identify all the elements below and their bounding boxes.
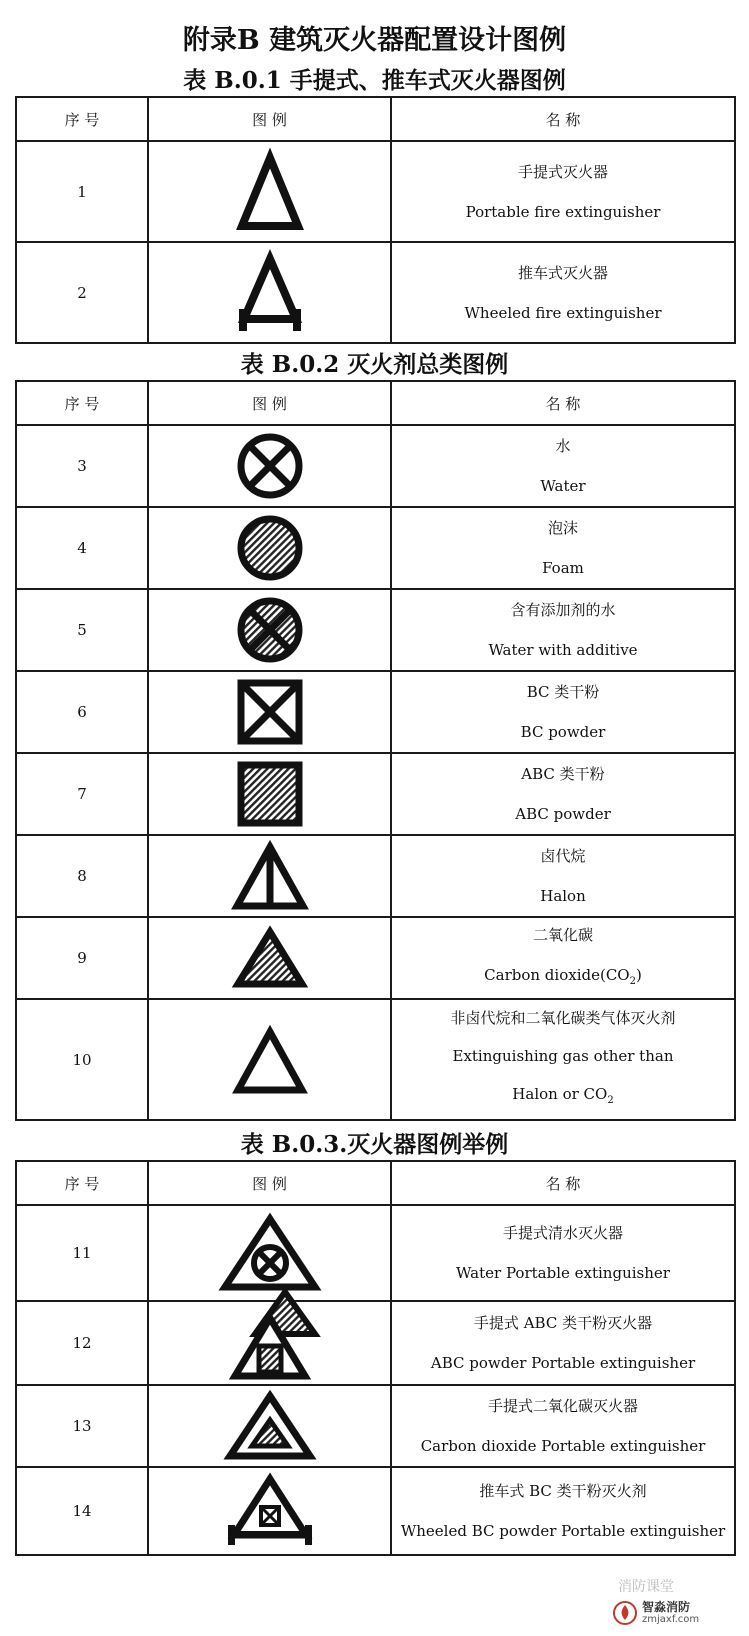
table-title-b01: 表 B.0.1 手提式、推车式灭火器图例	[183, 67, 566, 94]
row-number: 6	[16, 671, 148, 753]
name-cell	[391, 1467, 735, 1555]
row-number: 7	[16, 753, 148, 835]
watermark-url: zmjaxf.com	[642, 1614, 700, 1625]
name-cn: 卤代烷	[540, 847, 586, 865]
table-row	[16, 753, 735, 835]
water-symbol-icon	[234, 430, 306, 502]
symbol-cell	[148, 671, 391, 753]
halon-symbol-icon	[230, 840, 310, 912]
symbol-cell	[148, 1205, 391, 1301]
table-header-row	[16, 381, 735, 425]
row-number: 1	[16, 141, 148, 242]
name-cell	[391, 507, 735, 589]
name-en: ABC powder Portable extinguisher	[430, 1354, 696, 1372]
header-symbol: 图 例	[148, 97, 391, 141]
table-row	[16, 1385, 735, 1467]
name-cn: 手提式二氧化碳灭火器	[487, 1397, 638, 1415]
header-symbol: 图 例	[148, 1161, 391, 1205]
watermark-faded-text: 消防课堂	[618, 1579, 674, 1595]
name-cn: 手提式清水灭火器	[502, 1224, 623, 1242]
table-row	[16, 999, 735, 1120]
table-row	[16, 141, 735, 242]
table-header-row	[16, 97, 735, 141]
name-cell	[391, 999, 735, 1120]
watermark	[608, 1579, 738, 1634]
name-cell	[391, 141, 735, 242]
abc-powder-portable-extinguisher-symbol-icon	[215, 1306, 325, 1380]
table-b03	[15, 1160, 736, 1556]
table-row	[16, 1301, 735, 1385]
table-row	[16, 917, 735, 999]
foam-symbol-icon	[234, 512, 306, 584]
wheeled-extinguisher-symbol-icon	[235, 253, 305, 333]
table-row	[16, 671, 735, 753]
symbol-cell	[148, 1385, 391, 1467]
page-title: 附录B 建筑灭火器配置设计图例	[182, 25, 567, 56]
co2-portable-extinguisher-symbol-icon	[220, 1390, 320, 1462]
name-cell	[391, 242, 735, 343]
header-name: 名 称	[391, 97, 735, 141]
carbon-dioxide-symbol-icon	[230, 926, 310, 990]
name-cn: 手提式灭火器	[517, 162, 608, 181]
name-cn: 推车式灭火器	[517, 263, 608, 282]
abc-powder-symbol-icon	[234, 758, 306, 830]
symbol-cell	[148, 589, 391, 671]
table-row	[16, 1467, 735, 1555]
table-header-row	[16, 1161, 735, 1205]
name-cn: BC 类干粉	[526, 683, 600, 701]
name-en: Foam	[542, 559, 584, 577]
header-no: 序 号	[16, 97, 148, 141]
other-gas-symbol-icon	[230, 1024, 310, 1096]
name-cell	[391, 1301, 735, 1385]
symbol-cell	[148, 753, 391, 835]
table-row	[16, 507, 735, 589]
header-name: 名 称	[391, 1161, 735, 1205]
name-en: Portable fire extinguisher	[465, 202, 661, 221]
symbol-cell	[148, 1301, 391, 1385]
table-row	[16, 242, 735, 343]
symbol-cell	[148, 242, 391, 343]
row-number: 9	[16, 917, 148, 999]
name-en-line2: Halon or $CO_2$	[512, 1085, 614, 1106]
symbol-cell	[148, 507, 391, 589]
name-en: Water Portable extinguisher	[456, 1264, 670, 1282]
symbol-cell	[148, 141, 391, 242]
row-number: 5	[16, 589, 148, 671]
name-cell	[391, 835, 735, 917]
name-cn: 非卤代烷和二氧化碳类气体灭火剂	[450, 1009, 676, 1027]
table-b02	[15, 380, 736, 1121]
name-en: Extinguishing gas other than	[452, 1047, 674, 1065]
name-cell	[391, 671, 735, 753]
name-cell	[391, 753, 735, 835]
symbol-cell	[148, 835, 391, 917]
name-en: BC powder	[520, 723, 606, 741]
name-en: Water	[540, 477, 586, 495]
symbol-cell	[148, 425, 391, 507]
row-number: 14	[16, 1467, 148, 1555]
name-cell	[391, 425, 735, 507]
row-number: 2	[16, 242, 148, 343]
name-cell	[391, 1205, 735, 1301]
name-cell	[391, 589, 735, 671]
water-portable-extinguisher-symbol-icon	[215, 1213, 325, 1293]
header-no: 序 号	[16, 1161, 148, 1205]
portable-extinguisher-symbol-icon	[235, 152, 305, 232]
table-title-b02: 表 B.0.2 灭火剂总类图例	[240, 351, 509, 378]
symbol-cell	[148, 999, 391, 1120]
watermark-brand: 智淼消防	[642, 1600, 691, 1614]
name-en: ABC powder	[515, 805, 611, 823]
name-cn: 推车式 BC 类干粉灭火剂	[479, 1482, 647, 1500]
bc-powder-symbol-icon	[234, 676, 306, 748]
row-number: 13	[16, 1385, 148, 1467]
table-row	[16, 425, 735, 507]
table-row	[16, 589, 735, 671]
table-row	[16, 835, 735, 917]
name-cn: 泡沫	[547, 519, 578, 537]
header-name: 名 称	[391, 381, 735, 425]
table-title-b03: 表 B.0.3.灭火器图例举例	[240, 1131, 509, 1158]
row-number: 3	[16, 425, 148, 507]
name-cn: 二氧化碳	[532, 925, 593, 944]
header-no: 序 号	[16, 381, 148, 425]
water-with-additive-symbol-icon	[234, 594, 306, 666]
name-en: Halon	[540, 887, 586, 905]
name-en: Water with additive	[488, 641, 638, 659]
name-en: Wheeled fire extinguisher	[464, 303, 662, 322]
watermark-logo-icon	[612, 1600, 638, 1626]
name-en: Wheeled BC powder Portable extinguisher	[400, 1522, 726, 1540]
table-row	[16, 1205, 735, 1301]
name-cell	[391, 1385, 735, 1467]
header-symbol: 图 例	[148, 381, 391, 425]
row-number: 10	[16, 999, 148, 1120]
wheeled-bc-powder-extinguisher-symbol-icon	[220, 1473, 320, 1549]
row-number: 4	[16, 507, 148, 589]
row-number: 11	[16, 1205, 148, 1301]
name-cn: 手提式 ABC 类干粉灭火器	[473, 1314, 653, 1332]
name-cn: 含有添加剂的水	[510, 601, 616, 619]
symbol-cell	[148, 917, 391, 999]
name-en: Carbon dioxide Portable extinguisher	[420, 1437, 706, 1455]
name-cn: 水	[555, 437, 571, 455]
symbol-cell	[148, 1467, 391, 1555]
name-en: Carbon $dioxide(CO_2)$	[484, 965, 642, 987]
table-b01	[15, 96, 736, 344]
name-cell	[391, 917, 735, 999]
row-number: 8	[16, 835, 148, 917]
row-number: 12	[16, 1301, 148, 1385]
name-cn: ABC 类干粉	[521, 765, 605, 783]
